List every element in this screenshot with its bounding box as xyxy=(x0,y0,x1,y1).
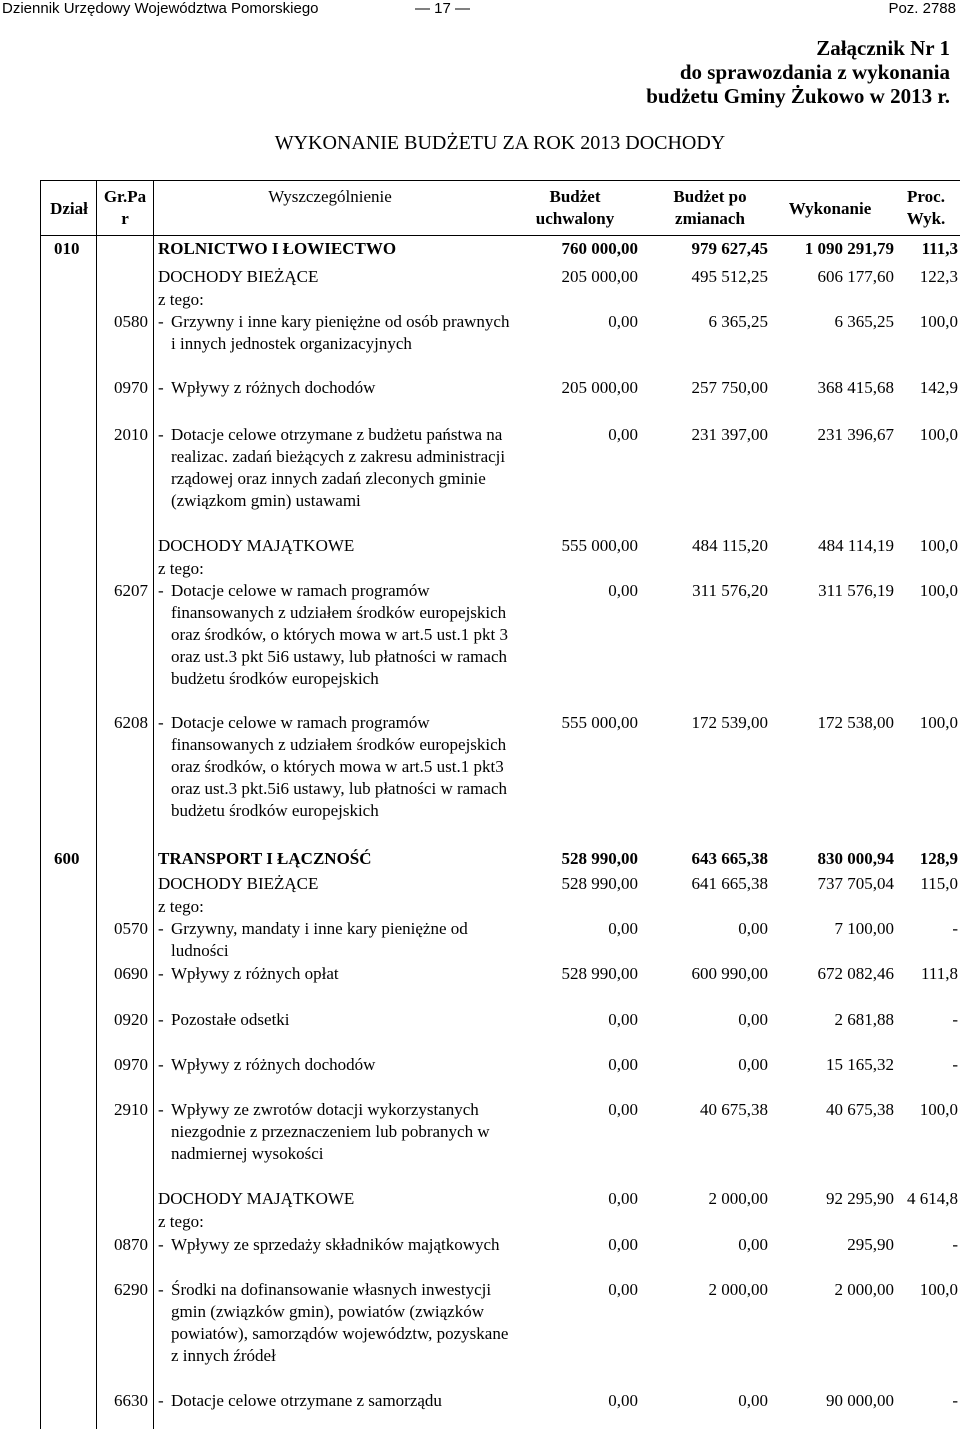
row-description-text: Dotacje celowe w ramach programów finansowanych z udziałem środków europejskich oraz środków, o których mowa w art.5 ust.1 pkt3 oraz ust.3 pkt.5i6 ustawy, lub płatności w ramach budżetu środków europejskich xyxy=(171,713,507,820)
row-dash: - xyxy=(158,964,164,983)
row-percent: 4 614,8 xyxy=(907,1189,958,1208)
row-paragraph: 0920 xyxy=(114,1010,148,1029)
row-description-text: Dotacje celowe otrzymane z samorządu xyxy=(171,1391,442,1410)
row-percent: - xyxy=(952,1010,958,1029)
row-description xyxy=(158,918,510,962)
row-percent: - xyxy=(952,1391,958,1410)
row-description-text: Dotacje celowe w ramach programów finansowanych z udziałem środków europejskich oraz środków, o których mowa w art.5 ust.1 pkt 3 oraz ust.3 pkt 5i6 ustawy, lub płatności w ramach budżetu środków europejskich xyxy=(171,581,508,688)
column-header-paragraph: Gr.Pa r xyxy=(103,187,147,228)
row-budget: 555 000,00 xyxy=(561,536,638,555)
row-budget-after-changes: 311 576,20 xyxy=(692,581,768,600)
row-paragraph: 0870 xyxy=(114,1235,148,1254)
row-budget: 760 000,00 xyxy=(561,239,638,258)
row-execution: 40 675,38 xyxy=(826,1100,894,1119)
row-paragraph: 6290 xyxy=(114,1280,148,1299)
page-title: WYKONANIE BUDŻETU ZA ROK 2013 DOCHODY xyxy=(274,132,726,154)
row-paragraph: 0970 xyxy=(114,1055,148,1074)
row-budget-after-changes: 0,00 xyxy=(738,1055,768,1074)
row-percent: 100,0 xyxy=(919,425,958,444)
row-execution: 90 000,00 xyxy=(826,1391,894,1410)
row-budget: 205 000,00 xyxy=(561,378,638,397)
row-execution: 15 165,32 xyxy=(826,1055,894,1074)
row-description xyxy=(158,848,510,870)
row-execution: 2 681,88 xyxy=(834,1010,894,1029)
row-description xyxy=(158,873,510,895)
row-paragraph: 0970 xyxy=(114,378,148,397)
row-description-text: DOCHODY BIEŻĄCE xyxy=(158,874,319,893)
row-description xyxy=(158,1188,510,1210)
row-budget-after-changes: 257 750,00 xyxy=(691,378,768,397)
row-percent: 115,0 xyxy=(920,874,958,893)
row-dash: - xyxy=(158,919,164,938)
row-percent: - xyxy=(952,1055,958,1074)
row-budget-after-changes: 2 000,00 xyxy=(708,1189,768,1208)
row-budget: 0,00 xyxy=(608,581,638,600)
row-description xyxy=(158,580,510,690)
row-description xyxy=(158,535,510,557)
row-dash: - xyxy=(158,1280,164,1299)
row-percent: 100,0 xyxy=(919,581,958,600)
row-budget: 555 000,00 xyxy=(561,713,638,732)
row-description-text: TRANSPORT I ŁĄCZNOŚĆ xyxy=(158,849,372,868)
column-header-percent: Proc. Wyk. xyxy=(906,187,946,228)
row-dzial: 600 xyxy=(54,849,80,868)
annex-line-1: Załącznik Nr 1 xyxy=(816,36,950,60)
row-budget-after-changes: 0,00 xyxy=(738,1010,768,1029)
row-dash: - xyxy=(158,1010,164,1029)
row-budget: 0,00 xyxy=(608,1235,638,1254)
row-budget-after-changes: 600 990,00 xyxy=(691,964,768,983)
column-header-execution: Wykonanie xyxy=(788,199,872,218)
row-description xyxy=(158,558,510,580)
row-execution: 484 114,19 xyxy=(818,536,894,555)
row-dzial: 010 xyxy=(54,239,80,258)
row-description-text: Wpływy z różnych opłat xyxy=(171,964,339,983)
row-description-text: Wpływy z różnych dochodów xyxy=(171,1055,376,1074)
row-description-text: Dotacje celowe otrzymane z budżetu państwa na realizac. zadań bieżących z zakresu administracji rządowej oraz innych zadań zleconych gminie (związkom gmin) ustawami xyxy=(171,425,506,510)
row-budget: 0,00 xyxy=(608,312,638,331)
row-percent: 100,0 xyxy=(919,1280,958,1299)
row-budget-after-changes: 6 365,25 xyxy=(708,312,768,331)
row-description xyxy=(158,963,510,985)
row-paragraph: 2910 xyxy=(114,1100,148,1119)
row-execution: 737 705,04 xyxy=(817,874,894,893)
row-dash: - xyxy=(158,1100,164,1119)
row-paragraph: 2010 xyxy=(114,425,148,444)
column-header-budget-after-changes: Budżet po zmianach xyxy=(673,187,747,228)
row-paragraph: 6630 xyxy=(114,1391,148,1410)
row-paragraph: 6208 xyxy=(114,713,148,732)
row-budget-after-changes: 0,00 xyxy=(738,1391,768,1410)
annex-line-3: budżetu Gminy Żukowo w 2013 r. xyxy=(646,84,950,108)
row-execution: 311 576,19 xyxy=(818,581,894,600)
row-description-text: Wpływy ze sprzedaży składników majątkowych xyxy=(171,1235,500,1254)
row-dash: - xyxy=(158,713,164,732)
row-percent: 100,0 xyxy=(919,1100,958,1119)
row-description xyxy=(158,1279,510,1367)
row-description xyxy=(158,238,510,260)
row-budget-after-changes: 0,00 xyxy=(738,919,768,938)
row-budget: 0,00 xyxy=(608,1391,638,1410)
row-budget-after-changes: 0,00 xyxy=(738,1235,768,1254)
row-description-text: Grzywny, mandaty i inne kary pieniężne od ludności xyxy=(171,919,468,960)
row-dash: - xyxy=(158,581,164,600)
row-budget: 0,00 xyxy=(608,1280,638,1299)
row-paragraph: 0580 xyxy=(114,312,148,331)
row-percent: 128,9 xyxy=(919,849,958,868)
column-header-dzial: Dział xyxy=(50,199,88,218)
row-execution: 368 415,68 xyxy=(817,378,894,397)
position-number: Poz. 2788 xyxy=(888,0,956,17)
row-budget-after-changes: 172 539,00 xyxy=(691,713,768,732)
row-budget-after-changes: 641 665,38 xyxy=(691,874,768,893)
row-execution: 830 000,94 xyxy=(817,849,894,868)
row-description-text: Wpływy ze zwrotów dotacji wykorzystanych niezgodnie z przeznaczeniem lub pobranych w nadmiernej wysokości xyxy=(171,1100,490,1163)
row-description-text: Pozostałe odsetki xyxy=(171,1010,290,1029)
row-description xyxy=(158,1099,510,1165)
row-description-text: DOCHODY MAJĄTKOWE xyxy=(158,1189,355,1208)
row-budget: 0,00 xyxy=(608,425,638,444)
row-execution: 231 396,67 xyxy=(817,425,894,444)
annex-line-2: do sprawozdania z wykonania xyxy=(679,60,950,84)
row-execution: 1 090 291,79 xyxy=(804,239,894,258)
row-description xyxy=(158,1009,510,1031)
row-execution: 6 365,25 xyxy=(834,312,894,331)
row-budget-after-changes: 231 397,00 xyxy=(691,425,768,444)
row-dash: - xyxy=(158,1235,164,1254)
row-description-text: ROLNICTWO I ŁOWIECTWO xyxy=(158,239,397,258)
row-description-text: z tego: xyxy=(158,897,204,916)
row-paragraph: 0570 xyxy=(114,919,148,938)
row-dash: - xyxy=(158,1055,164,1074)
row-budget-after-changes: 495 512,25 xyxy=(691,267,768,286)
row-dash: - xyxy=(158,1391,164,1410)
row-budget: 528 990,00 xyxy=(561,849,638,868)
row-percent: 142,9 xyxy=(919,378,958,397)
row-description-text: DOCHODY MAJĄTKOWE xyxy=(158,536,355,555)
row-percent: 100,0 xyxy=(919,312,958,331)
row-description-text: z tego: xyxy=(158,1212,204,1231)
row-percent: 100,0 xyxy=(919,536,958,555)
row-execution: 172 538,00 xyxy=(817,713,894,732)
row-description xyxy=(158,311,510,355)
row-description xyxy=(158,266,510,288)
journal-title: Dziennik Urzędowy Województwa Pomorskiego xyxy=(2,0,319,17)
row-description xyxy=(158,289,510,311)
row-budget: 528 990,00 xyxy=(561,874,638,893)
row-execution: 606 177,60 xyxy=(817,267,894,286)
row-description xyxy=(158,896,510,918)
row-description xyxy=(158,377,510,399)
row-description xyxy=(158,1211,510,1233)
row-budget-after-changes: 40 675,38 xyxy=(700,1100,768,1119)
column-header-description: Wyszczególnienie xyxy=(268,187,392,206)
row-execution: 672 082,46 xyxy=(817,964,894,983)
row-description-text: z tego: xyxy=(158,559,204,578)
row-execution: 7 100,00 xyxy=(834,919,894,938)
row-budget: 205 000,00 xyxy=(561,267,638,286)
row-description xyxy=(158,1234,510,1256)
row-dash: - xyxy=(158,425,164,444)
row-budget: 0,00 xyxy=(608,1010,638,1029)
row-dash: - xyxy=(158,378,164,397)
row-percent: - xyxy=(952,919,958,938)
row-percent: 100,0 xyxy=(919,713,958,732)
row-budget-after-changes: 643 665,38 xyxy=(691,849,768,868)
column-header-budget: Budżet uchwalony xyxy=(535,187,615,228)
row-description xyxy=(158,1390,510,1412)
row-description-text: z tego: xyxy=(158,290,204,309)
row-percent: 122,3 xyxy=(919,267,958,286)
row-paragraph: 6207 xyxy=(114,581,148,600)
row-percent: - xyxy=(952,1235,958,1254)
row-dash: - xyxy=(158,312,164,331)
row-description xyxy=(158,712,510,822)
row-budget: 0,00 xyxy=(608,1100,638,1119)
row-execution: 295,90 xyxy=(847,1235,894,1254)
row-execution: 92 295,90 xyxy=(826,1189,894,1208)
row-description-text: Wpływy z różnych dochodów xyxy=(171,378,376,397)
row-percent: 111,8 xyxy=(921,964,958,983)
row-budget: 0,00 xyxy=(608,919,638,938)
row-description-text: Środki na dofinansowanie własnych inwestycji gmin (związków gmin), powiatów (związków powiatów), samorządów województw, pozyskane z innych źródeł xyxy=(171,1280,509,1365)
row-budget: 0,00 xyxy=(608,1055,638,1074)
row-description xyxy=(158,1054,510,1076)
page-number: — 17 — xyxy=(415,0,471,17)
row-execution: 2 000,00 xyxy=(834,1280,894,1299)
row-budget: 0,00 xyxy=(608,1189,638,1208)
row-description-text: Grzywny i inne kary pieniężne od osób prawnych i innych jednostek organizacyjnych xyxy=(171,312,510,353)
row-budget-after-changes: 484 115,20 xyxy=(692,536,768,555)
row-budget-after-changes: 2 000,00 xyxy=(708,1280,768,1299)
row-percent: 111,3 xyxy=(921,239,958,258)
row-description-text: DOCHODY BIEŻĄCE xyxy=(158,267,319,286)
row-description xyxy=(158,424,510,512)
row-paragraph: 0690 xyxy=(114,964,148,983)
row-budget: 528 990,00 xyxy=(561,964,638,983)
row-budget-after-changes: 979 627,45 xyxy=(691,239,768,258)
